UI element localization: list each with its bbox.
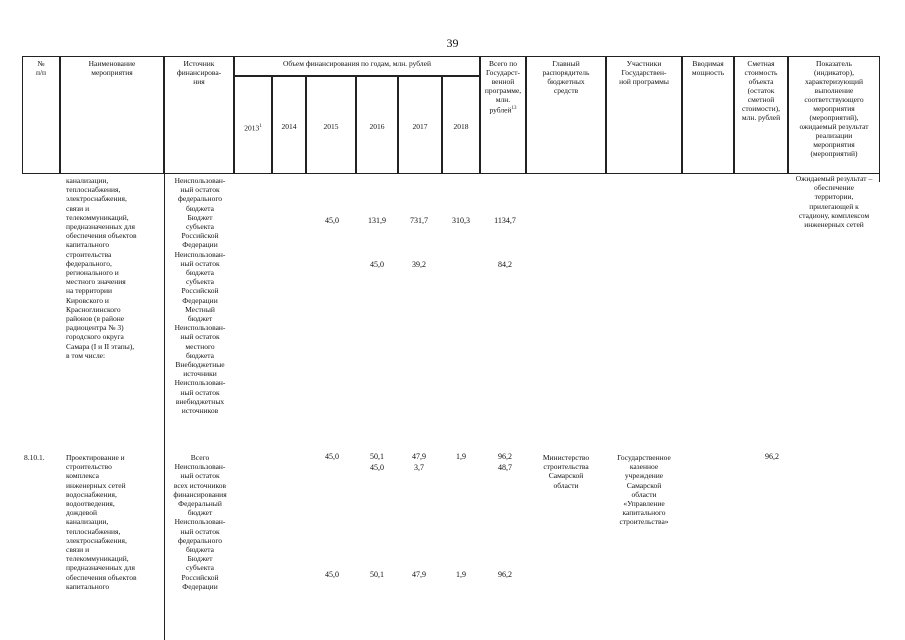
header-years-group-text: Объем финансирования по годам, млн. рублей — [282, 59, 432, 68]
block2-estimate: 96,2 — [765, 452, 779, 461]
header-year-2016 — [356, 76, 398, 174]
block2-total-2016: 50,1 — [370, 452, 384, 461]
header-col-no-text: № п/п — [35, 59, 47, 77]
header-year-2017 — [398, 76, 442, 174]
block2-subject-total: 96,2 — [498, 570, 512, 579]
header-year-2013 — [234, 76, 272, 174]
header-col-name-text: Наименование мероприятия — [88, 59, 136, 77]
header-col-source — [164, 56, 234, 174]
block1-indicator: Ожидаемый результат – обеспечение территории, прилегающей к стадиону, комплексом инженерных сетей — [795, 174, 873, 230]
block1-row-a-2016: 131,9 — [368, 216, 386, 225]
year-2017-label: 2017 — [412, 122, 428, 131]
block2-remainder-total: 48,7 — [498, 463, 512, 472]
block1-row-a-total: 1134,7 — [494, 216, 516, 225]
header-col-name — [60, 56, 164, 174]
block2-total-total: 96,2 — [498, 452, 512, 461]
block1-sources: Неиспользован- ный остаток федерального бюджета Бюджет субъекта Российской Федерации Неиспользован- ный остаток бюджета субъекта Российской Федерации Местный бюджет Неиспользован- ный остаток местного бюджета Внебюджетные источники Неиспользован- ный остаток внебюджетных источников — [174, 176, 226, 416]
header-col-estimate — [734, 56, 788, 174]
block2-subject-2016: 50,1 — [370, 570, 384, 579]
block2-name: Проектирование и строительство комплекса инженерных сетей водоснабжения, водоотведения, дождевой канализации, теплоснабжения, электроснабжения, связи и телекоммуникаций, предназначенных для обеспечения объектов капитального — [66, 453, 137, 591]
block2-remainder-2016: 45,0 — [370, 463, 384, 472]
block2-total-2015: 45,0 — [325, 452, 339, 461]
block1-row-b-2016: 45,0 — [370, 260, 384, 269]
header-col-manager-text: Главный распорядитель бюджетных средств — [542, 59, 590, 95]
year-2013-sup: 1 — [259, 124, 262, 129]
header-col-source-text: Источник финансирова- ния — [176, 59, 222, 86]
header-col-manager — [526, 56, 606, 174]
year-2014-label: 2014 — [281, 122, 297, 131]
header-col-total — [480, 56, 526, 174]
block2-subject-2018: 1,9 — [456, 570, 466, 579]
body-rule-left-of-source — [164, 174, 165, 640]
header-col-total-sup: 13 — [511, 106, 517, 111]
block2-total-2017: 47,9 — [412, 452, 426, 461]
header-col-no — [22, 56, 60, 174]
header-col-indicator — [788, 56, 880, 174]
block1-name: канализации, теплоснабжения, электроснабжения, связи и телекоммуникаций, предназначенных для обеспечения объектов капитального строительства федерального, регионального и местного значения на территории Кировского и Красноглинского районов (в районе радиоцентра № 3) городского округа Самара (I и II этапы), в том числе: — [66, 176, 137, 360]
header-year-2015 — [306, 76, 356, 174]
header-col-participants-text: Участники Государствен- ной программы — [619, 59, 669, 86]
header-col-participants — [606, 56, 682, 174]
block2-manager: Министерство строительства Самарской области — [542, 453, 590, 490]
block2-sources: Всего Неиспользован- ный остаток всех источников финансирования Федеральный бюджет Неиспользован- ный остаток федерального бюджета Бюджет субъекта Российской Федерации — [173, 453, 227, 591]
block2-total-2018: 1,9 — [456, 452, 466, 461]
block2-subject-2017: 47,9 — [412, 570, 426, 579]
header-col-indicator-text: Показатель (индикатор), характеризующий выполнение соответствующего мероприятия (мероприятий), ожидаемый результат реализации мероприятия (мероприятий) — [799, 59, 869, 158]
year-2016-label: 2016 — [369, 122, 385, 131]
header-years-group — [234, 56, 480, 76]
header-col-capacity — [682, 56, 734, 174]
block2-subject-2015: 45,0 — [325, 570, 339, 579]
block1-row-b-total: 84,2 — [498, 260, 512, 269]
header-col-estimate-text: Сметная стоимость объекта (остаток сметной стоимости), млн. рублей — [741, 59, 781, 122]
block2-number: 8.10.1. — [24, 453, 45, 462]
block1-row-a-2015: 45,0 — [325, 216, 339, 225]
block1-row-a-2017: 731,7 — [410, 216, 428, 225]
year-2015-label: 2015 — [323, 122, 339, 131]
header-year-2018 — [442, 76, 480, 174]
block1-row-b-2017: 39,2 — [412, 260, 426, 269]
header-year-2014 — [272, 76, 306, 174]
block2-remainder-2017: 3,7 — [414, 463, 424, 472]
block1-row-a-2018: 310,3 — [452, 216, 470, 225]
page-number: 39 — [446, 36, 459, 50]
year-2013-label: 2013 — [244, 123, 260, 133]
header-col-total-text: Всего по Государст- венной программе, млн. рублей — [484, 59, 522, 115]
block2-participants: Государственное казенное учреждение Самарской области «Управление капитального строительства» — [617, 453, 671, 527]
year-2018-label: 2018 — [453, 122, 469, 131]
header-col-capacity-text: Вводимая мощность — [691, 59, 725, 77]
